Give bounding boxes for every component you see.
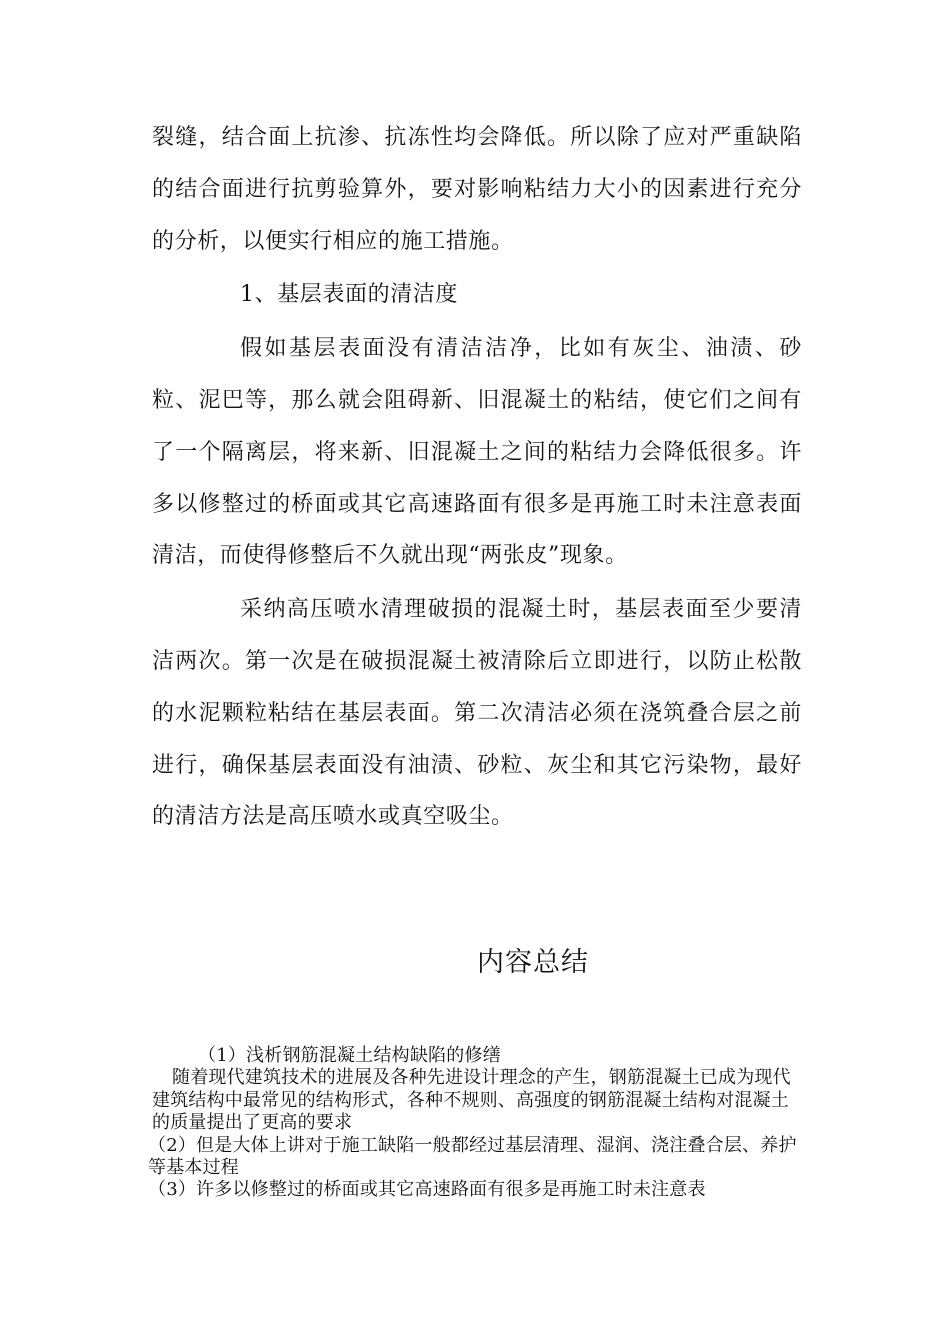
- summary-item-2: （2）但是大体上讲对于施工缺陷一般都经过基层清理、湿润、浇注叠合层、养护等基本过程: [148, 1134, 797, 1179]
- summary-section: [148, 1045, 802, 1202]
- paragraph-1: 裂缝，结合面上抗渗、抗冻性均会降低。所以除了应对严重缺陷的结合面进行抗剪验算外，要对影响粘结力大小的因素进行充分的分析，以便实行相应的施工措施。: [152, 125, 802, 254]
- summary-item-1-text: 随着现代建筑技术的进展及各种先进设计理念的产生，钢筋混凝土已成为现代建筑结构中最常见的结构形式，各种不规则、高强度的钢筋混凝土结构对混凝土的质量提出了更高的要求: [152, 1067, 791, 1134]
- summary-item-3: （3）许多以修整过的桥面或其它高速路面有很多是再施工时未注意表: [148, 1179, 706, 1201]
- summary-title: 内容总结: [477, 947, 589, 978]
- section-heading: 1、基层表面的清洁度: [240, 282, 458, 308]
- paragraph-3: 采纳高压喷水清理破损的混凝土时，基层表面至少要清洁两次。第一次是在破损混凝土被清除后立即进行，以防止松散的水泥颗粒粘结在基层表面。第二次清洁必须在浇筑叠合层之前进行，确保基层表面没有油渍、砂粒、灰尘和其它污染物，最好的清洁方法是高压喷水或真空吸尘。: [152, 597, 802, 830]
- summary-item-1-title: （1）浅析钢筋混凝土结构缺陷的修缮: [198, 1045, 501, 1066]
- paragraph-2: 假如基层表面没有清洁洁净，比如有灰尘、油渍、砂粒、泥巴等，那么就会阻碍新、旧混凝土的粘结，使它们之间有了一个隔离层，将来新、旧混凝土之间的粘结力会降低很多。许多以修整过的桥面或其它高速路面有很多是再施工时未注意表面清洁，而使得修整后不久就出现“两张皮”现象。: [152, 336, 802, 569]
- body-text: [152, 112, 802, 843]
